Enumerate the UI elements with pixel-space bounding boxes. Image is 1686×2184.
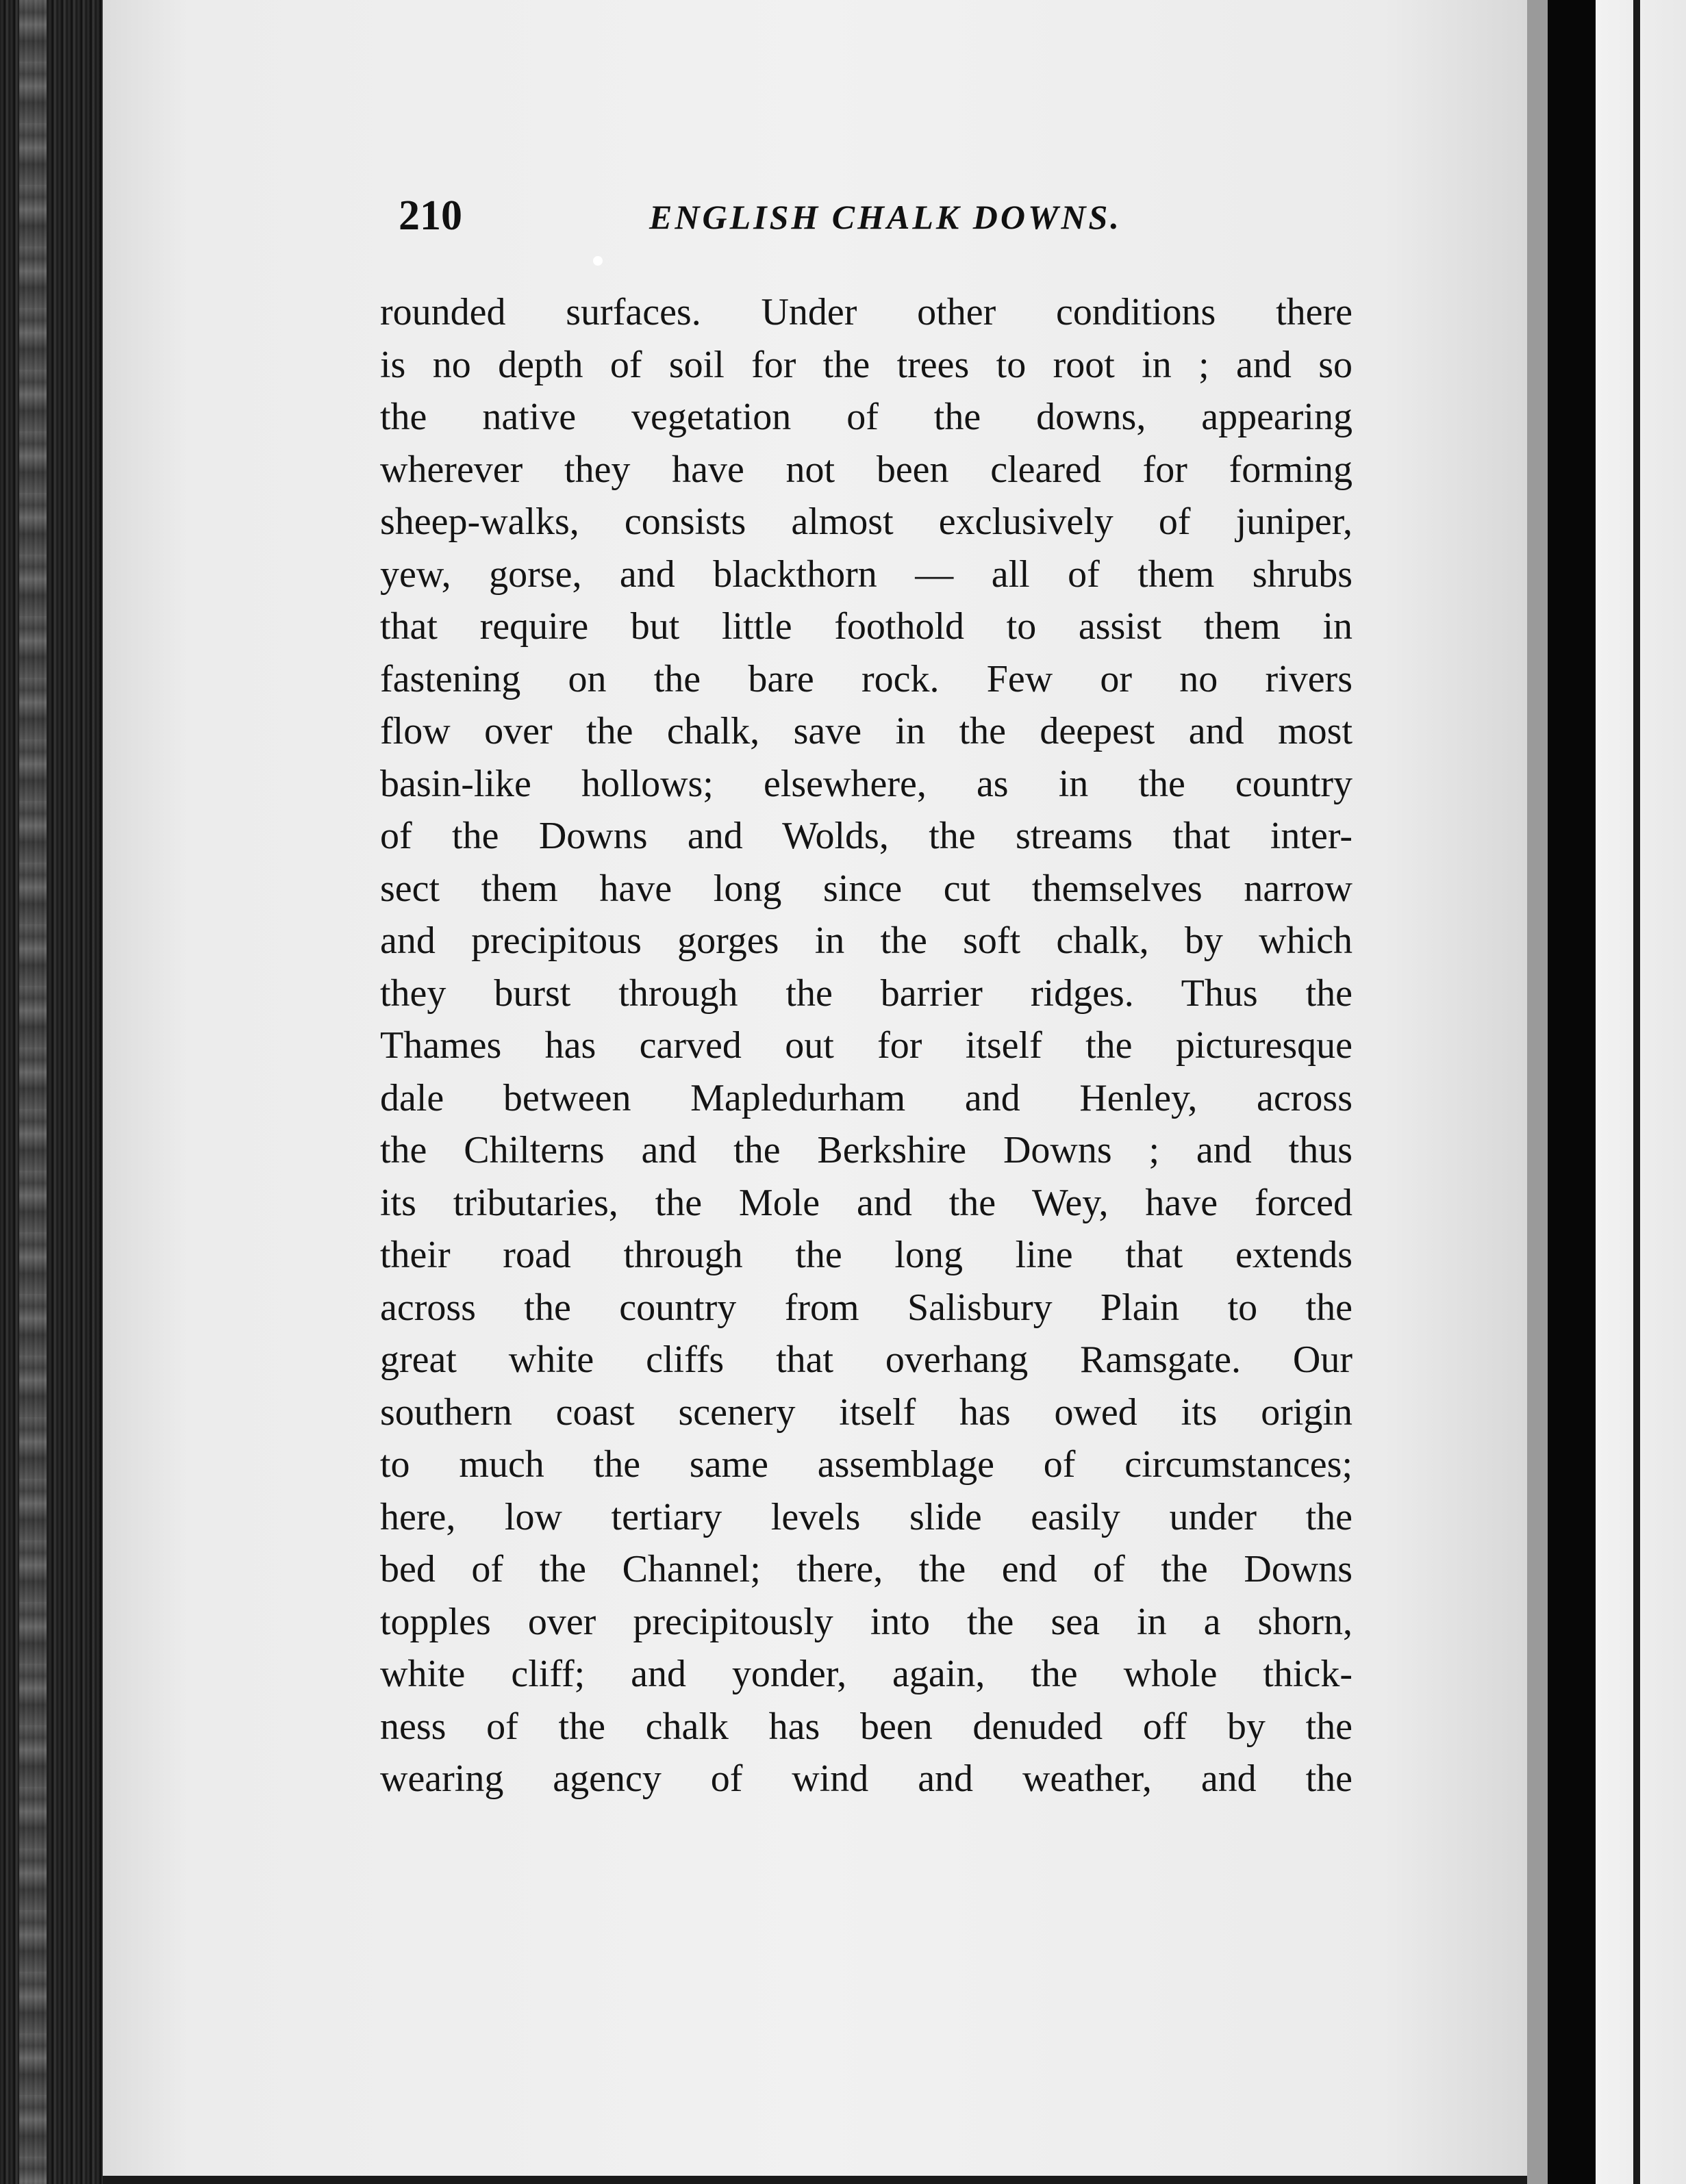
text-line: their road through the long line that extends (380, 1234, 1352, 1276)
text-line: yew, gorse, and blackthorn — all of them shrubs (380, 553, 1352, 596)
text-line: ness of the chalk has been denuded off by the (380, 1705, 1352, 1748)
text-line: across the country from Salisbury Plain to the (380, 1286, 1352, 1329)
text-line: rounded surfaces. Under other conditions there (380, 291, 1352, 333)
running-header (399, 192, 1357, 246)
page-number: 210 (399, 192, 462, 239)
text-line: topples over precipitously into the sea in a shorn, (380, 1600, 1352, 1643)
text-line: sect them have long since cut themselves narrow (380, 867, 1352, 910)
text-line: is no depth of soil for the trees to root in ; and so (380, 343, 1352, 386)
text-line: here, low tertiary levels slide easily under the (380, 1495, 1352, 1538)
text-line: wherever they have not been cleared for forming (380, 448, 1352, 491)
page-edge (1527, 0, 1548, 2184)
text-line: to much the same assemblage of circumstances; (380, 1443, 1352, 1486)
text-line: dale between Mapledurham and Henley, across (380, 1076, 1352, 1119)
text-line: southern coast scenery itself has owed its origin (380, 1391, 1352, 1434)
running-title: ENGLISH CHALK DOWNS. (649, 198, 1122, 236)
adjacent-page (1596, 0, 1686, 2184)
page-gutter (1548, 0, 1596, 2184)
text-line: white cliff; and yonder, again, the whole thick- (380, 1653, 1352, 1695)
text-line: and precipitous gorges in the soft chalk, by which (380, 919, 1352, 962)
text-line: sheep-walks, consists almost exclusively of juniper, (380, 500, 1352, 543)
text-line: that require but little foothold to assist them in (380, 605, 1352, 648)
text-line: the native vegetation of the downs, appearing (380, 396, 1352, 438)
binding-texture (19, 0, 47, 2184)
text-line: flow over the chalk, save in the deepest and most (380, 710, 1352, 752)
scan-speck (593, 256, 603, 266)
adjacent-page-edge (1633, 0, 1640, 2184)
body-text (380, 286, 1352, 1805)
text-line: its tributaries, the Mole and the Wey, have forced (380, 1181, 1352, 1224)
book-binding-edge (0, 0, 103, 2184)
text-line: great white cliffs that overhang Ramsgate. Our (380, 1338, 1352, 1381)
text-line: of the Downs and Wolds, the streams that inter- (380, 815, 1352, 857)
text-line: basin-like hollows; elsewhere, as in the country (380, 762, 1352, 805)
text-line: the Chilterns and the Berkshire Downs ; and thus (380, 1129, 1352, 1171)
text-line: bed of the Channel; there, the end of the Downs (380, 1548, 1352, 1590)
text-line: Thames has carved out for itself the picturesque (380, 1024, 1352, 1067)
text-line: fastening on the bare rock. Few or no rivers (380, 657, 1352, 700)
text-line: they burst through the barrier ridges. Thus the (380, 972, 1352, 1015)
text-line: wearing agency of wind and weather, and the (380, 1757, 1352, 1800)
